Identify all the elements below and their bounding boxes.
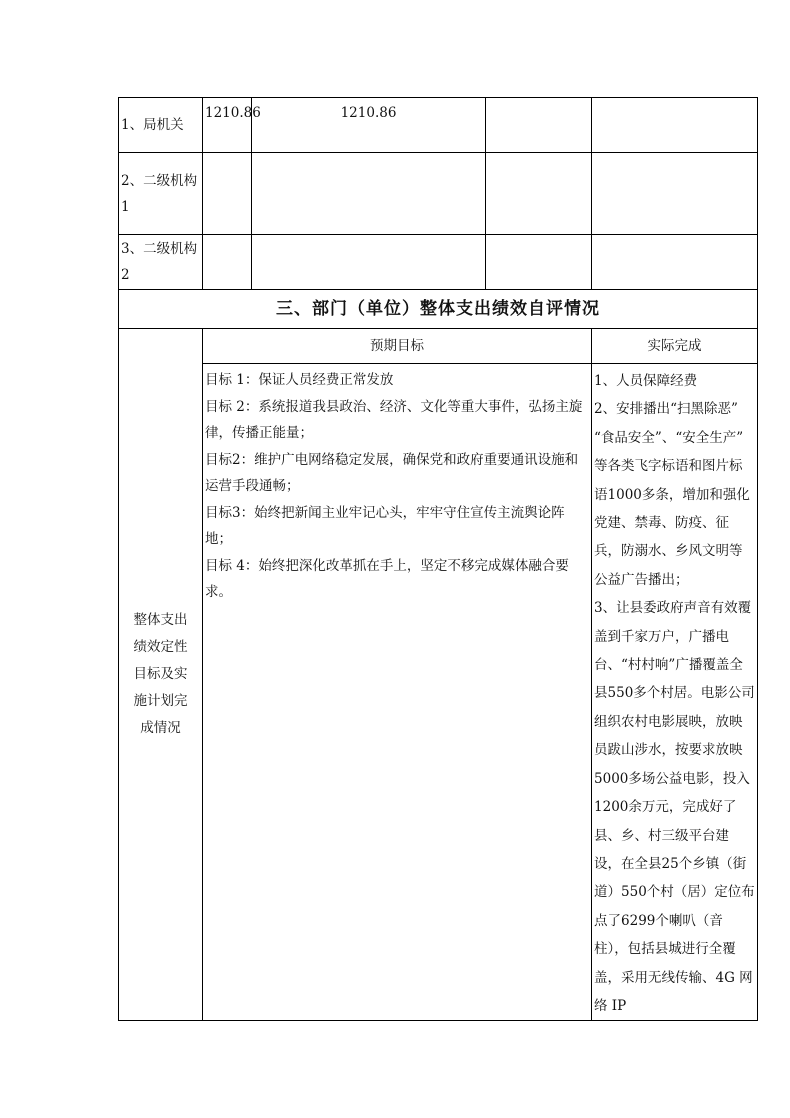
target-item: 目标2：维护广电网络稳定发展，确保党和政府重要通讯设施和运营手段通畅；: [205, 451, 579, 494]
row-value-2: [252, 235, 486, 290]
row-value-3: [486, 153, 592, 235]
actual-results-cell: [592, 364, 758, 1021]
actual-item: 1、人员保障经费: [594, 373, 698, 389]
row-name: 1、局机关: [119, 98, 203, 153]
actual-item: 3、让县委政府声音有效覆盖到千家万户，广播电台、“村村响”广播覆盖全县550多个村居。电影公司组织农村电影展映，放映员跋山涉水，按要求放映5000多场公益电影，投入1200余万元，完成好了县、乡、村三级平台建设，在全县25个乡镇（街道）550个村（居）定位布点了6299个喇叭（音柱），包括县城进行全覆盖，采用无线传输、4G 网络 IP: [594, 600, 755, 1014]
target-item: 目标 4：始终把深化改革抓在手上，坚定不移完成媒体融合要求。: [205, 557, 569, 600]
row-value-2: [252, 153, 486, 235]
content-row: [119, 364, 758, 1021]
row-value-1: 1210.86: [203, 98, 252, 153]
row-name: 3、二级机构2: [119, 235, 203, 290]
row-name: 2、二级机构1: [119, 153, 203, 235]
section-title: 三、部门（单位）整体支出绩效自评情况: [119, 290, 758, 329]
header-planned: 预期目标: [203, 329, 592, 364]
row-value-4: [592, 235, 758, 290]
row-value-2: 1210.86: [252, 98, 486, 153]
row-value-1: [203, 153, 252, 235]
table-row: [119, 98, 758, 153]
performance-table: [118, 97, 758, 1021]
header-actual: 实际完成: [592, 329, 758, 364]
table-row: [119, 153, 758, 235]
row-value-3: [486, 235, 592, 290]
target-item: 目标3：始终把新闻主业牢记心头，牢牢守住宣传主流舆论阵地；: [205, 504, 565, 547]
row-value-1: [203, 235, 252, 290]
header-row: [119, 329, 758, 364]
section-row: [119, 290, 758, 329]
row-value-4: [592, 153, 758, 235]
table-row: [119, 235, 758, 290]
actual-item: 2、安排播出“扫黑除恶” “食品安全”、“安全生产” 等各类飞字标语和图片标语1000多条，增加和强化党建、禁毒、防疫、征兵，防溺水、乡风文明等公益广告播出；: [594, 401, 750, 588]
target-item: 目标 2：系统报道我县政治、经济、文化等重大事件，弘扬主旋律，传播正能量；: [205, 398, 583, 441]
row-value-3: [486, 98, 592, 153]
row-value-4: [592, 98, 758, 153]
planned-targets-cell: [203, 364, 592, 1021]
target-item: 目标 1：保证人员经费正常发放: [205, 372, 394, 388]
row-label: 整体支出绩效定性目标及实施计划完成情况: [119, 329, 203, 1021]
